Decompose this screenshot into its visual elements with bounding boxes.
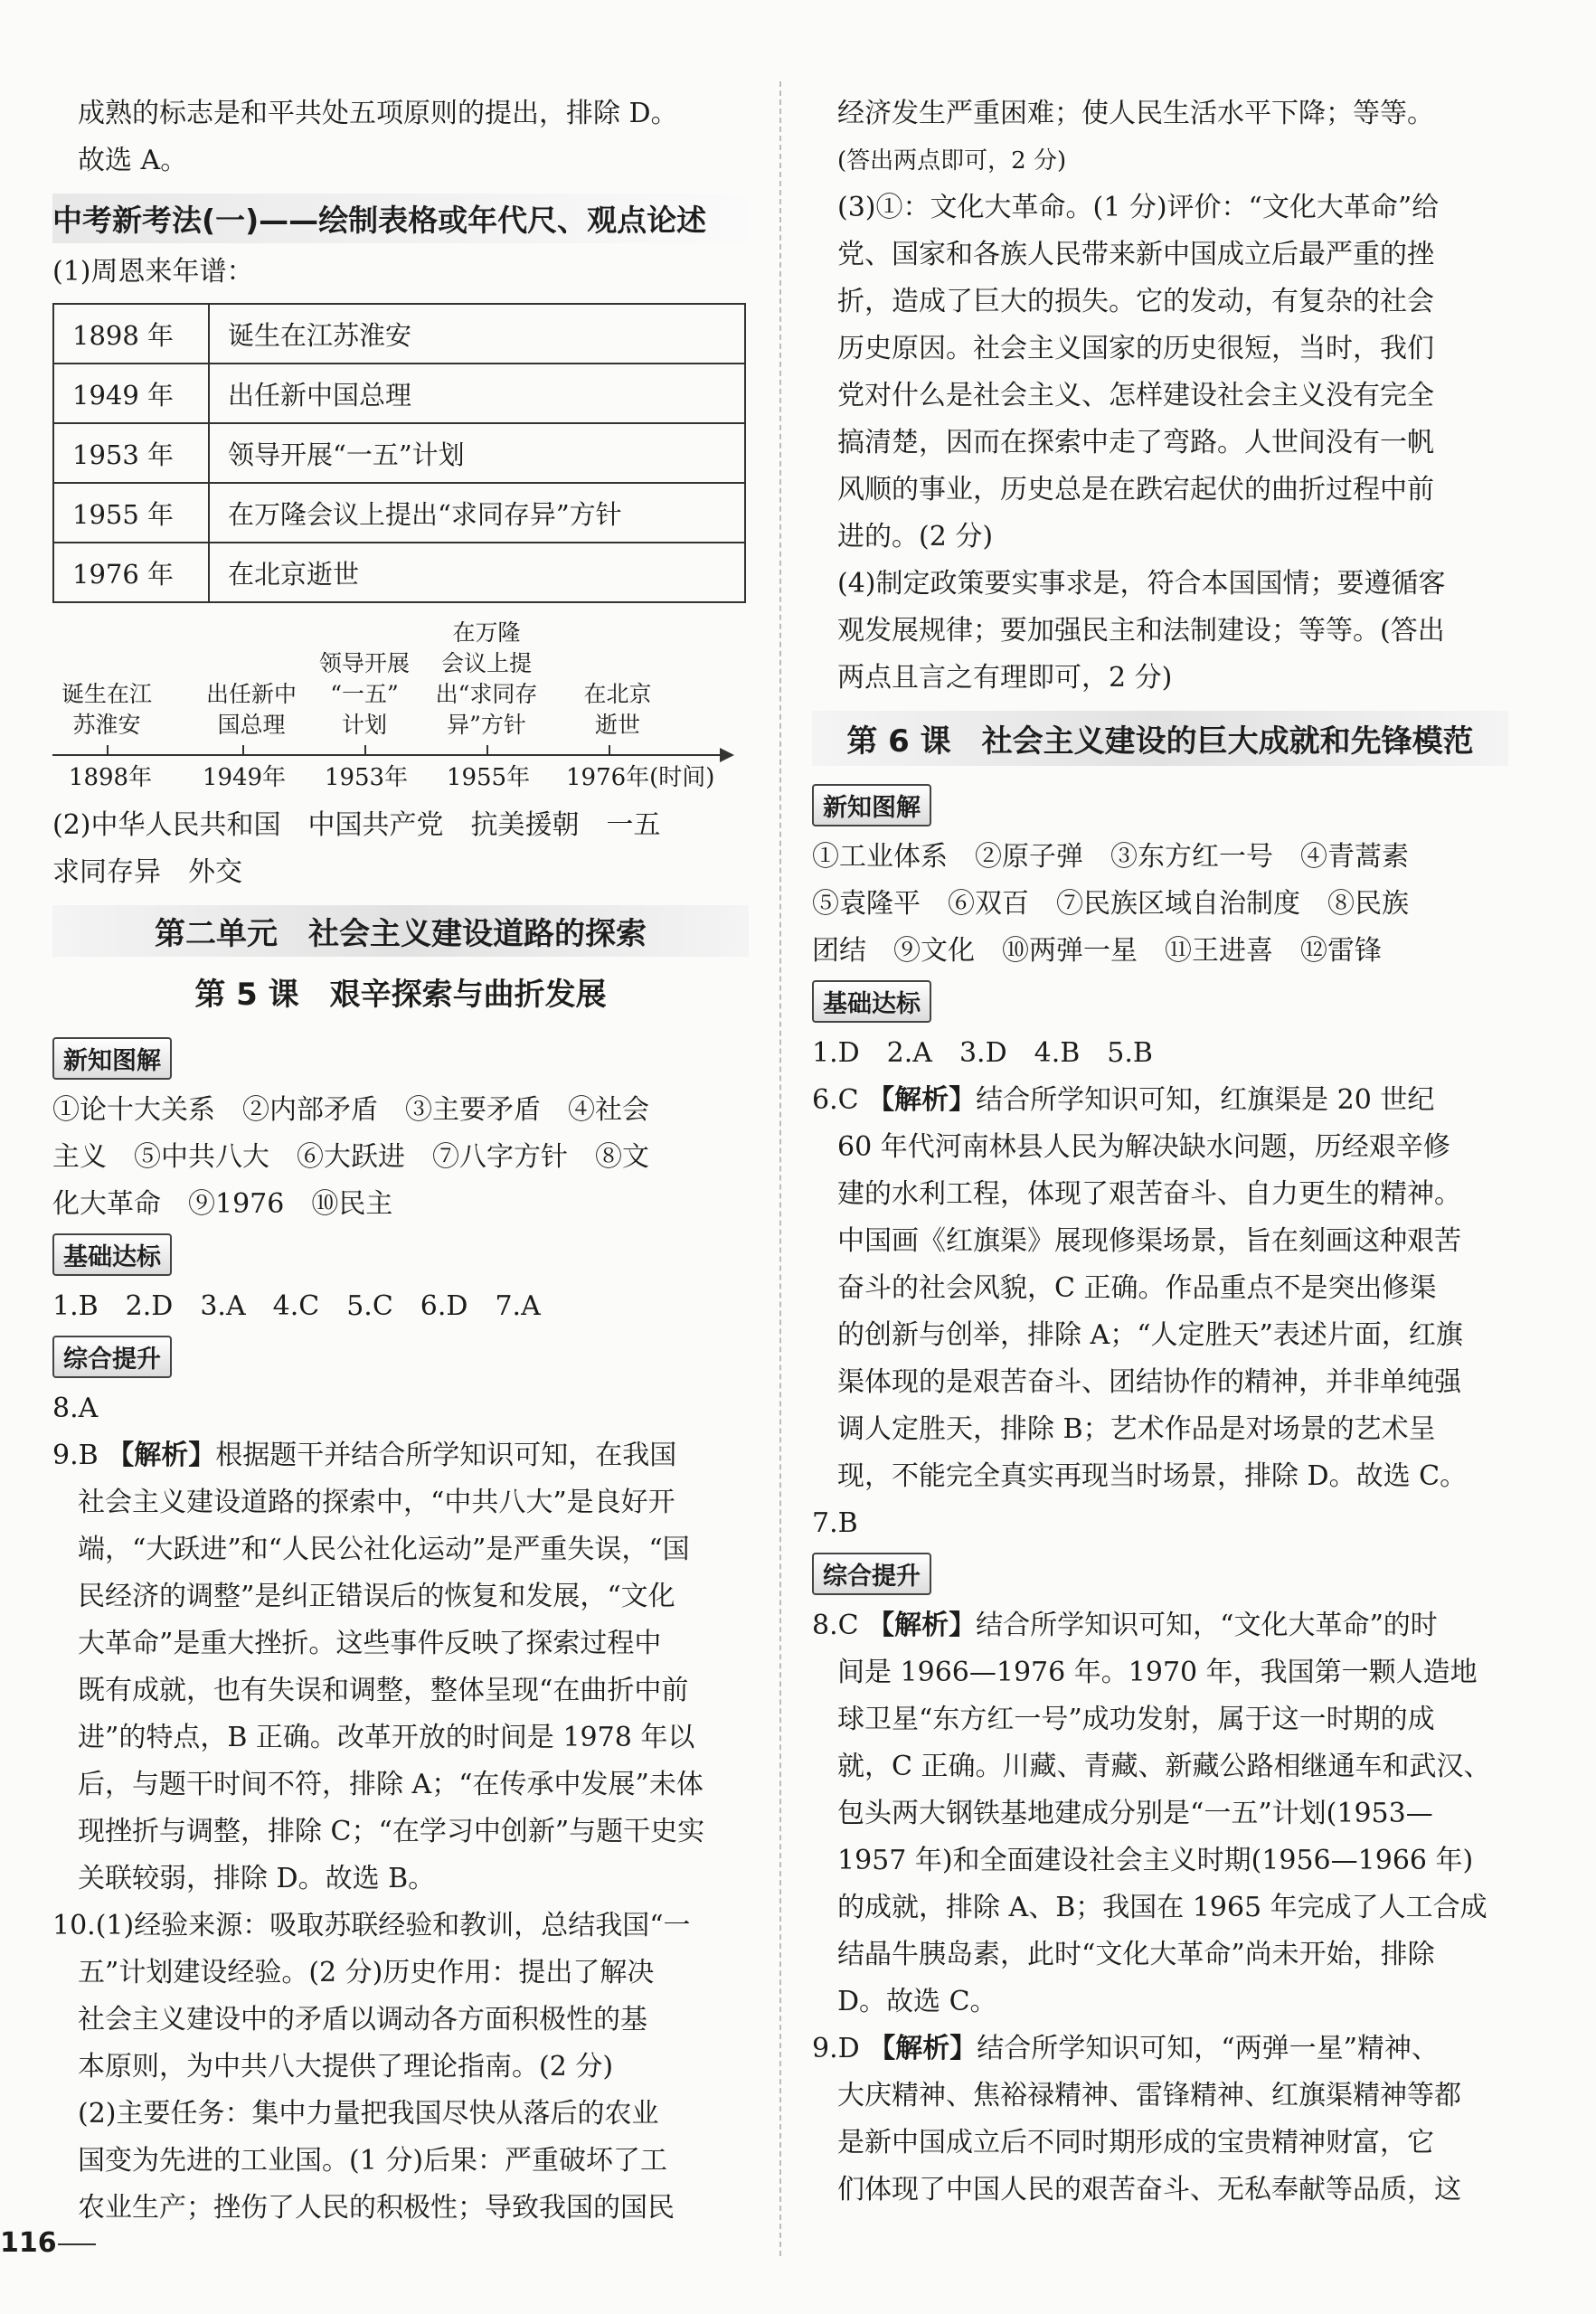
text-line: 农业生产；挫伤了人民的积极性；导致我国的国民	[78, 2192, 675, 2224]
text-span: 结合所学知识可知，红旗渠是 20 世纪	[976, 1084, 1435, 1116]
timeline-tick	[609, 745, 610, 755]
text-line: 既有成就，也有失误和调整，整体呈现“在曲折中前	[78, 1675, 689, 1706]
text-line: 历史原因。社会主义国家的历史很短，当时，我们	[837, 333, 1434, 364]
answer-number: 9.D	[812, 2033, 860, 2064]
text-line: 两点且言之有理即可，2 分)	[837, 662, 1173, 694]
text-line: 团结 ⑨文化 ⑩两弹一星 ⑪王进喜 ⑫雷锋	[812, 935, 1382, 967]
table-cell-event: 诞生在江苏淮安	[209, 304, 745, 364]
zhou-enlai-chronology-table	[52, 303, 746, 603]
section-title: 中考新考法(一)——绘制表格或年代尺、观点论述	[52, 194, 749, 243]
text-line: 社会主义建设道路的探索中，“中共八大”是良好开	[78, 1487, 675, 1518]
text-span: 根据题干并结合所学知识可知，在我国	[215, 1440, 677, 1471]
text-line: (2)中华人民共和国 中国共产党 抗美援朝 一五	[52, 809, 661, 841]
text-line: 大庆精神、焦裕禄精神、雷锋精神、红旗渠精神等都	[837, 2080, 1461, 2111]
table-cell-event: 在万隆会议上提出“求同存异”方针	[209, 483, 745, 543]
answer-number: 6.C	[812, 1084, 859, 1116]
question-8-first-line	[812, 1602, 1508, 1649]
text-line: 1957 年)和全面建设社会主义时期(1956—1966 年)	[837, 1845, 1474, 1876]
tag-xinzhi: 新知图解	[812, 784, 931, 826]
timeline-year: 1898年	[68, 764, 153, 791]
text-line: 后，与题干时间不符，排除 A；“在传承中发展”未体	[78, 1769, 704, 1800]
table-cell-year: 1955 年	[53, 483, 209, 543]
timeline-label	[423, 618, 550, 741]
text-line: 球卫星“东方红一号”成功发射，属于这一时期的成	[837, 1704, 1435, 1735]
text-line: 主义 ⑤中共八大 ⑥大跃进 ⑦八字方针 ⑧文	[52, 1141, 649, 1173]
unit-title: 第二单元 社会主义建设道路的探索	[52, 905, 749, 957]
column-divider	[779, 81, 781, 2256]
question-6-first-line	[812, 1077, 1508, 1124]
text-line: 经济发生严重困难；使人民生活水平下降；等等。	[837, 98, 1434, 129]
timeline-label-line: 国总理	[217, 712, 286, 738]
question-9-first-line	[812, 2026, 1508, 2073]
lesson-title: 第 6 课 社会主义建设的巨大成就和先锋模范	[812, 711, 1508, 766]
timeline-label-line: “一五”	[330, 681, 399, 707]
jiexi-label: 【解析】	[868, 2033, 977, 2064]
text-line: 国变为先进的工业国。(1 分)后果：严重破坏了工	[78, 2145, 668, 2177]
text-line: (答出两点即可，2 分)	[837, 147, 1067, 175]
timeline-year: 1953年	[324, 764, 409, 791]
table-cell-year: 1976 年	[53, 543, 209, 602]
text-span: 结合所学知识可知，“文化大革命”的时	[976, 1610, 1438, 1641]
text-line: 现挫折与调整，排除 C；“在学习中创新”与题干史实	[78, 1816, 705, 1847]
timeline-tick	[107, 745, 109, 755]
timeline-label-line: 苏淮安	[72, 712, 141, 738]
text-line: 求同存异 外交	[52, 856, 242, 888]
table-row	[53, 543, 745, 602]
text-line: 社会主义建设中的矛盾以调动各方面积极性的基	[78, 2004, 647, 2035]
answer-line: 1.D 2.A 3.D 4.B 5.B	[812, 1037, 1153, 1069]
timeline-tick	[364, 745, 366, 755]
text-line: 结晶牛胰岛素，此时“文化大革命”尚未开始，排除	[837, 1939, 1435, 1970]
left-column	[52, 90, 749, 2232]
text-line: 奋斗的社会风貌，C 正确。作品重点不是突出修渠	[837, 1272, 1437, 1304]
text-line: ①工业体系 ②原子弹 ③东方红一号 ④青蒿素	[812, 841, 1409, 873]
timeline-label-line: 出任新中	[205, 681, 297, 707]
tag-zonghe: 综合提升	[52, 1336, 172, 1378]
text-line: 渠体现的是艰苦奋斗、团结协作的精神，并非单纯强	[837, 1366, 1461, 1398]
text-line: 故选 A。	[78, 145, 188, 176]
text-line: 间是 1966—1976 年。1970 年，我国第一颗人造地	[837, 1657, 1478, 1688]
text-line: 民经济的调整”是纠正错误后的恢复和发展，“文化	[78, 1581, 675, 1612]
lesson-title: 第 5 课 艰辛探索与曲折发展	[194, 977, 607, 1013]
text-span: 结合所学知识可知，“两弹一星”精神、	[977, 2033, 1439, 2064]
text-line: 搞清楚，因而在探索中走了弯路。人世间没有一帆	[837, 427, 1434, 458]
timeline-label	[43, 679, 170, 741]
timeline-axis	[52, 754, 722, 756]
text-line: 折，造成了巨大的损失。它的发动，有复杂的社会	[837, 286, 1434, 317]
text-line: 进”的特点，B 正确。改革开放的时间是 1978 年以	[78, 1722, 695, 1753]
text-line: D。故选 C。	[837, 1986, 997, 2017]
timeline-label-line: 异”方针	[447, 712, 526, 738]
timeline-label-line: 会议上提	[440, 650, 532, 676]
timeline-tick	[486, 745, 488, 755]
text-line: 们体现了中国人民的艰苦奋斗、无私奉献等品质，这	[837, 2174, 1461, 2205]
timeline-label	[301, 648, 428, 741]
table-cell-event: 领导开展“一五”计划	[209, 423, 745, 483]
question-9-first-line	[52, 1432, 749, 1479]
text-line: 成熟的标志是和平共处五项原则的提出，排除 D。	[78, 98, 678, 129]
text-line: 进的。(2 分)	[837, 521, 994, 553]
page-number: 116	[0, 2227, 57, 2259]
timeline-label-line: 出“求同存	[435, 681, 538, 707]
table-cell-year: 1898 年	[53, 304, 209, 364]
answer-number: 8.C	[812, 1610, 859, 1641]
table-cell-event: 在北京逝世	[209, 543, 745, 602]
table-row	[53, 304, 745, 364]
timeline-label-line: 在北京	[583, 681, 652, 707]
text-line: 观发展规律；要加强民主和法制建设；等等。(答出	[837, 615, 1445, 647]
tag-xinzhi: 新知图解	[52, 1037, 172, 1080]
text-line: 60 年代河南林县人民为解决缺水问题，历经艰辛修	[837, 1131, 1450, 1163]
text-line: ⑤袁隆平 ⑥双百 ⑦民族区域自治制度 ⑧民族	[812, 888, 1409, 920]
timeline-label-line: 领导开展	[318, 650, 410, 676]
text-line: 党、国家和各族人民带来新中国成立后最严重的挫	[837, 239, 1434, 270]
tag-jichu: 基础达标	[812, 980, 931, 1023]
timeline-label	[188, 679, 315, 741]
text-line: 的成就，排除 A、B；我国在 1965 年完成了人工合成	[837, 1892, 1487, 1923]
table-row	[53, 364, 745, 423]
tag-zonghe: 综合提升	[812, 1553, 931, 1595]
text-line: 就，C 正确。川藏、青藏、新藏公路相继通车和武汉、	[837, 1751, 1491, 1782]
timeline-year: 1955年	[446, 764, 531, 791]
timeline-label-line: 在万隆	[452, 619, 521, 646]
jiexi-label: 【解析】	[107, 1440, 216, 1471]
text-line: 建的水利工程，体现了艰苦奋斗、自力更生的精神。	[837, 1178, 1461, 1210]
jiexi-label: 【解析】	[867, 1610, 977, 1641]
text-line: (2)主要任务：集中力量把我国尽快从落后的农业	[78, 2098, 659, 2130]
timeline-chart	[52, 619, 749, 795]
jiexi-label: 【解析】	[867, 1084, 977, 1116]
answer-line: 1.B 2.D 3.A 4.C 5.C 6.D 7.A	[52, 1290, 541, 1322]
timeline-label	[554, 679, 681, 741]
text-line: 本原则，为中共八大提供了理论指南。(2 分)	[78, 2051, 614, 2083]
page-number-dash	[58, 2243, 96, 2245]
table-row	[53, 423, 745, 483]
answer-line: 8.A	[52, 1393, 99, 1424]
answer-line: 7.B	[812, 1507, 858, 1539]
timeline-year: 1976年(时间)	[566, 764, 715, 791]
text-line: 大革命”是重大挫折。这些事件反映了探索过程中	[78, 1628, 662, 1659]
text-line: 现，不能完全真实再现当时场景，排除 D。故选 C。	[837, 1460, 1468, 1492]
text-line: 是新中国成立后不同时期形成的宝贵精神财富，它	[837, 2127, 1434, 2158]
table-row	[53, 483, 745, 543]
text-line: 化大革命 ⑨1976 ⑩民主	[52, 1188, 393, 1220]
text-line: 10.(1)经验来源：吸取苏联经验和教训，总结我国“一	[52, 1910, 691, 1941]
text-line: 五”计划建设经验。(2 分)历史作用：提出了解决	[78, 1957, 655, 1988]
text-line: 党对什么是社会主义、怎样建设社会主义没有完全	[837, 380, 1434, 411]
timeline-label-line: 计划	[341, 712, 387, 738]
timeline-year: 1949年	[202, 764, 287, 791]
table-cell-year: 1953 年	[53, 423, 209, 483]
text-line: (3)①：文化大革命。(1 分)评价：“文化大革命”给	[837, 192, 1440, 223]
text-line: (1)周恩来年谱：	[52, 256, 254, 288]
timeline-label-line: 逝世	[594, 712, 640, 738]
text-line: 包头两大钢铁基地建成分别是“一五”计划(1953—	[837, 1798, 1433, 1829]
answer-number: 9.B	[52, 1440, 99, 1471]
text-line: 端，“大跃进”和“人民公社化运动”是严重失误，“国	[78, 1534, 690, 1565]
text-line: 调人定胜天，排除 B；艺术作品是对场景的艺术呈	[837, 1413, 1436, 1445]
right-column	[812, 90, 1508, 2214]
text-line: 风顺的事业，历史总是在跌宕起伏的曲折过程中前	[837, 474, 1434, 505]
table-cell-year: 1949 年	[53, 364, 209, 423]
text-line: 的创新与创举，排除 A；“人定胜天”表述片面，红旗	[837, 1319, 1463, 1351]
text-line: 关联较弱，排除 D。故选 B。	[78, 1863, 436, 1894]
tag-jichu: 基础达标	[52, 1233, 172, 1276]
timeline-tick	[242, 745, 244, 755]
timeline-label-line: 诞生在江	[61, 681, 152, 707]
text-line: ①论十大关系 ②内部矛盾 ③主要矛盾 ④社会	[52, 1094, 649, 1126]
text-line: (4)制定政策要实事求是，符合本国国情；要遵循客	[837, 568, 1446, 600]
table-cell-event: 出任新中国总理	[209, 364, 745, 423]
text-line: 中国画《红旗渠》展现修渠场景，旨在刻画这种艰苦	[837, 1225, 1461, 1257]
